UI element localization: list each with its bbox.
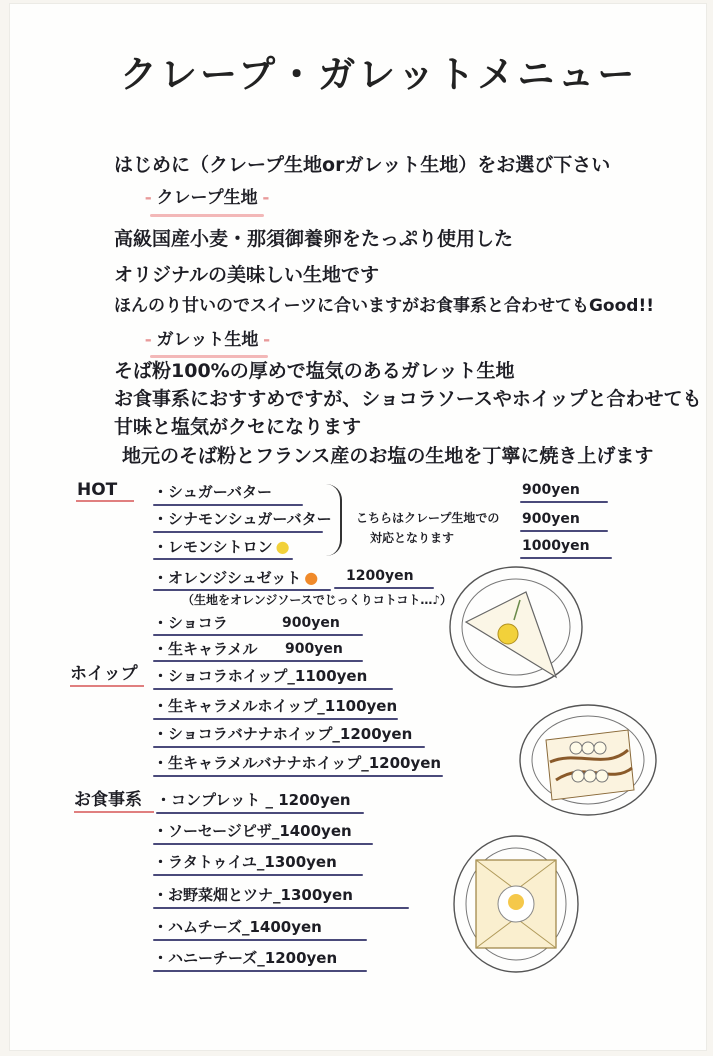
item-underline: [153, 970, 367, 972]
menu-item-price: 900yen: [285, 641, 343, 657]
menu-item-price: 900yen: [522, 511, 580, 527]
menu-item-name: ・ソーセージピザ_1400yen: [153, 822, 352, 840]
menu-item-name: ・生キャラメル: [153, 640, 258, 658]
menu-item-name: ・ラタトゥイユ_1300yen: [153, 853, 337, 871]
galette-line: お食事系におすすめですが、ショコラソースやホイップと合わせても: [114, 388, 702, 410]
price-underline: [520, 530, 608, 532]
menu-item-name: ・ハニーチーズ_1200yen: [153, 949, 338, 967]
menu-item-price: 900yen: [522, 482, 580, 498]
item-underline: [153, 589, 331, 591]
complete-galette-plate-illustration: [450, 830, 582, 978]
category-hot-label: HOT: [77, 480, 118, 500]
item-underline: [153, 874, 363, 876]
intro-text: はじめに（クレープ生地orガレット生地）をお選び下さい: [114, 154, 611, 176]
menu-item-name: ・コンプレット _ 1200yen: [156, 791, 351, 809]
category-underline: [70, 685, 144, 687]
category-whip-label: ホイップ: [70, 664, 138, 684]
price-underline: [334, 587, 434, 589]
menu-item-price: 900yen: [282, 615, 340, 631]
menu-item-name: ・オレンジシュゼット ●: [153, 568, 319, 587]
item-underline: [153, 746, 425, 748]
crepe-only-note: こちらはクレープ生地での: [356, 511, 500, 525]
galette-line: 地元のそば粉とフランス産のお塩の生地を丁寧に焼き上げます: [122, 445, 654, 467]
menu-item-name: ・生キャラメルホイップ_1100yen: [153, 697, 398, 715]
lemon-icon: ●: [275, 537, 290, 556]
menu-item-name: ・シナモンシュガーバター: [153, 510, 332, 528]
item-underline: [153, 531, 323, 533]
menu-item-name: ・レモンシトロン ●: [153, 537, 290, 556]
category-underline: [76, 500, 134, 502]
item-underline: [156, 812, 364, 814]
crepe-heading: ⁃ クレープ生地 ⁃: [144, 188, 271, 208]
item-underline: [153, 939, 367, 941]
menu-item-name: ・ショコラホイップ_1100yen: [153, 667, 368, 685]
galette-line: そば粉100%の厚めで塩気のあるガレット生地: [114, 360, 515, 382]
orange-icon: ●: [304, 568, 319, 587]
price-underline: [520, 501, 608, 503]
menu-item-price: 1000yen: [522, 538, 590, 554]
item-underline: [153, 843, 373, 845]
orange-suzette-note: （生地をオレンジソースでじっくりコトコト…♪）: [182, 593, 452, 607]
item-underline: [153, 660, 363, 662]
lemon-crepe-plate-illustration: [446, 562, 586, 692]
item-underline: [153, 775, 443, 777]
item-underline: [153, 558, 293, 560]
banana-whip-plate-illustration: [516, 700, 660, 820]
category-underline: [74, 811, 154, 813]
crepe-line: 高級国産小麦・那須御養卵をたっぷり使用した: [114, 228, 514, 250]
menu-item-name: ・ショコラバナナホイップ_1200yen: [153, 725, 413, 743]
item-underline: [153, 688, 393, 690]
crepe-line: オリジナルの美味しい生地です: [114, 264, 380, 286]
menu-title: クレープ・ガレットメニュー: [120, 53, 638, 96]
brace-mark: [326, 484, 342, 556]
item-underline: [153, 634, 363, 636]
menu-item-name: ・ハムチーズ_1400yen: [153, 918, 322, 936]
menu-item-name: ・生キャラメルバナナホイップ_1200yen: [153, 754, 442, 772]
galette-heading: ⁃ ガレット生地 ⁃: [144, 330, 271, 350]
item-underline: [153, 718, 398, 720]
menu-item-name: ・シュガーバター: [153, 483, 272, 501]
crepe-only-note: 対応となります: [370, 531, 455, 545]
menu-sheet: [10, 4, 706, 1050]
galette-line: 甘味と塩気がクセになります: [114, 416, 362, 438]
item-underline: [153, 504, 303, 506]
menu-item-price: 1200yen: [346, 568, 414, 584]
galette-heading-highlight: [150, 355, 268, 358]
category-meal-label: お食事系: [74, 790, 142, 810]
menu-item-name: ・ショコラ: [153, 614, 228, 632]
crepe-heading-highlight: [150, 214, 264, 217]
price-underline: [520, 557, 612, 559]
menu-item-name: ・お野菜畑とツナ_1300yen: [153, 886, 353, 904]
crepe-line: ほんのり甘いのでスイーツに合いますがお食事系と合わせてもGood!!: [114, 296, 654, 316]
item-underline: [153, 907, 409, 909]
